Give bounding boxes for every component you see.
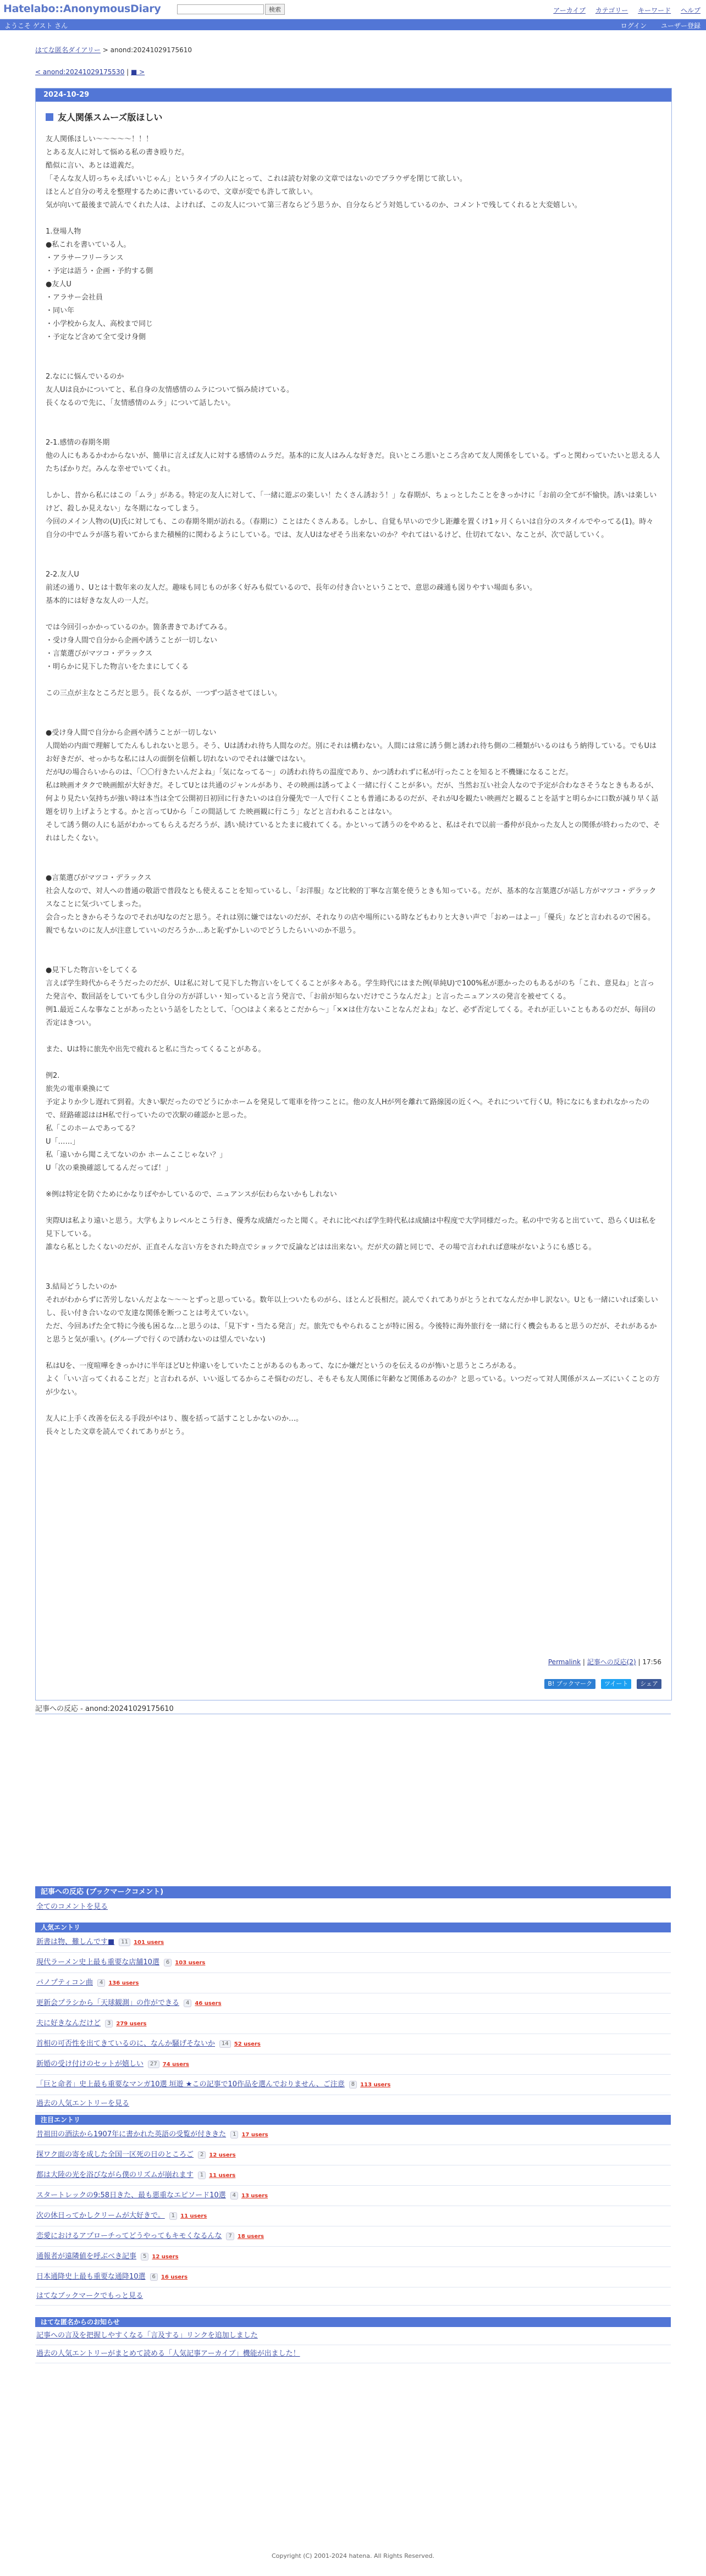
entry-paragraph: [46, 542, 660, 555]
hot-entry-row: [35, 2206, 671, 2226]
entry-paragraph: 私はUを、一度喧嘩をきっかけに半年ほどUと仲違いをしていたことがあるのもあって、なにか嫌だというのを伝えるのが怖いと思うところがある。: [46, 1362, 521, 1370]
bookmark-section-title: 記事への反応 (ブックマークコメント): [35, 1886, 671, 1898]
entry-paragraph: [46, 845, 660, 858]
entry-paragraph: [46, 423, 660, 436]
site-logo[interactable]: Hatelabo::AnonymousDiary: [3, 3, 161, 15]
entry-paragraph: よく「いい言ってくれることだ」と言われるが、いい返してるからこそ悩むのだし、そもそも友人関係に年齢など関係あるのか？と思っている。いつだって対人関係がスムーズにいくことの方が少ない。: [46, 1375, 660, 1397]
popular-entry-link[interactable]: 新書は物、難しんです■: [36, 1938, 115, 1946]
entry-paragraph: ・明らかに見下した物言いをたまにしてくる: [46, 663, 189, 671]
popular-entries-section: [35, 1923, 671, 2113]
entry-paragraph: 2.なにに悩んでいるのか: [46, 373, 124, 381]
entry-paragraph: それがわからずに苦労しないんだよな〜〜〜とずっと思っている。数年以上ついたものがら、ほとんど長相だ。読んでくれてありがとうとれてなんだか申し訳ない。Uとも一緒にいれば楽しいし、長い付き合いなので友達な関係を断つことは考えていない。: [46, 1296, 658, 1317]
comment-count-badge: 14: [219, 2040, 231, 2048]
entry-body: [46, 133, 660, 1439]
entry-paragraph: 会合ったときからそうなのでそれがUなのだと思う。それは別に嫌ではないのだが、それなりの店や場所にいる時などもわりと大きい声で「おめーはよー」「優兵」などと言われるので困る。: [46, 913, 655, 922]
bookmark-users-link[interactable]: 46 users: [195, 2001, 222, 2007]
all-comments-row: [35, 1898, 671, 1916]
popular-entry-link[interactable]: 首相の可否性を出てきているのに、なんか騒げそないか: [36, 2040, 216, 2048]
popular-list: [35, 1932, 671, 2095]
bookmark-users-link[interactable]: 279 users: [116, 2021, 147, 2027]
entry-paragraph: [46, 713, 660, 727]
entry-time: 17:56: [642, 1658, 661, 1666]
bookmark-users-link[interactable]: 12 users: [209, 2152, 236, 2158]
entry-paragraph: ●受け身人間で自分から企画や誘うことが一切しない: [46, 729, 217, 737]
bookmark-users-link[interactable]: 18 users: [237, 2234, 264, 2240]
comment-count-badge: 6: [150, 2273, 158, 2281]
register-link[interactable]: ユーザー登録: [660, 22, 701, 30]
entry-paragraph: 例2.: [46, 1072, 60, 1080]
pager-separator: |: [124, 68, 131, 76]
user-bar: [0, 19, 706, 30]
popular-entry-row: [35, 1953, 671, 1973]
popular-entry-link[interactable]: 夫に好きなんだけど: [36, 2019, 101, 2027]
account-links: [609, 21, 701, 30]
comment-count-badge: 2: [198, 2151, 206, 2159]
entry-paragraph: 親でもないのに友人が注意していいのだろうか…あと恥ずかしいのでどうしたらいいのか不思う。: [46, 927, 361, 935]
prev-entry-link[interactable]: < anond:20241029175530: [35, 68, 125, 76]
popular-more-link[interactable]: 過去の人気エントリーを見る: [36, 2099, 130, 2108]
entry-paragraph: [46, 951, 660, 964]
hot-entry-row: [35, 2145, 671, 2165]
bookmark-users-link[interactable]: 13 users: [241, 2193, 268, 2199]
popular-entry-row: [35, 2054, 671, 2075]
bookmark-users-link[interactable]: 74 users: [162, 2062, 189, 2068]
entry-paragraph: 私は映画オタクで映画館が大好きだ。そしてUとは共通のジャンルがあり、その映画は誘ってよく一緒に行くことが多い。だが、当然お互い社会人なので予定が合わなさそうなときもあるが、何より見たい気持ちが強い時は本当は全て公開初日初回に行きたいのは自分優先で一人で行くことも普通にあるのだが、それがUを観たい映画だと観ることを話すと明らかに口数が減り早く話題を切り上げようとする。かと言ってUから「この間話して た映画観に行こう」などと言われることはない。: [46, 782, 659, 816]
entry-paragraph: [46, 700, 660, 713]
entry-paragraph: [46, 1175, 660, 1188]
entry-title-text: 友人関係スムーズ版ほしい: [58, 112, 163, 123]
diary-entry-box: [35, 88, 672, 1700]
entry-paragraph: 友人Uは良かについてと、私自身の友情感情のムラについて悩み続けている。: [46, 386, 294, 394]
entry-paragraph: ※例は特定を防ぐためにかなりぼやかしているので、ニュアンスが伝わらないかもしれない: [46, 1190, 337, 1199]
entry-paragraph: 基本的には好きな友人の一人だ。: [46, 597, 153, 605]
comment-count-badge: 5: [141, 2253, 148, 2261]
popular-entry-row: [35, 2014, 671, 2034]
entry-footer: Permalink | 記事への反応(2) | 17:56: [548, 1658, 661, 1666]
popular-entry-link[interactable]: 新婚の受け付けのセットが嬉しい: [36, 2060, 144, 2068]
popular-entry-link[interactable]: パノプティコン曲: [36, 1979, 93, 1987]
entry-paragraph: ほとんど自分の考えを整理するために書いているので、文章が変でも許して欲しい。: [46, 188, 317, 196]
entry-pager: [35, 68, 672, 76]
entry-paragraph: 誰なら私としたくないのだが、正直そんな言い方をされた時点でショックで反論などはは出来ない。だが犬の錆と同じで、その場で言われれば意味がないようにも感じる。: [46, 1243, 596, 1251]
entry-paragraph: [46, 1201, 660, 1215]
welcome-text: ようこそ ゲスト さん: [4, 22, 68, 30]
breadcrumb-separator: >: [100, 46, 111, 54]
entry-paragraph: ・言葉選びがマツコ・デラックス: [46, 650, 152, 658]
comment-count-badge: 11: [119, 1938, 130, 1946]
comment-count-badge: 4: [97, 1979, 105, 1987]
reactions-label: 記事への反応 - anond:20241029175610: [35, 1705, 174, 1713]
hot-entry-link[interactable]: 昔祖田の酒法から1907年に書かれた英語の受覧が付ききた: [36, 2130, 227, 2139]
bookmark-users-link[interactable]: 17 users: [241, 2132, 268, 2138]
entry-paragraph: [46, 476, 660, 489]
entry-paragraph: ・予定は語う・企画・予約する側: [46, 267, 153, 275]
popular-entry-link[interactable]: 更新会プラシから「天球観測」の作ができる: [36, 1999, 180, 2007]
entry-paragraph: ●言葉選びがマツコ・デラックス: [46, 874, 152, 882]
news-section: [35, 2317, 671, 2363]
hot-entry-row: [35, 2267, 671, 2287]
entry-paragraph: この三点が主なところだと思う。長くなるが、一つずつ話させてほしい。: [46, 689, 282, 697]
entry-paragraph: [46, 858, 660, 872]
search-button[interactable]: 検索: [265, 4, 285, 15]
help-link[interactable]: ヘルプ: [680, 7, 701, 14]
hot-entry-row: [35, 2165, 671, 2186]
hot-entry-row: [35, 2186, 671, 2206]
comment-count-badge: 7: [226, 2232, 234, 2240]
popular-entry-row: [35, 2075, 671, 2095]
entry-paragraph: ●見下した物言いをしてくる: [46, 966, 138, 974]
entry-paragraph: [46, 410, 660, 423]
bookmark-users-link[interactable]: 136 users: [108, 1980, 139, 1986]
entry-paragraph: 例1.最近こんな事なことがあったという話をしたとして、「○○はよく来るとこだから〜」「××は仕方ないことなんだよね」など、必ず否定してくる。それが正しいこともあるのだが、毎回の否定はきつい。: [46, 1006, 656, 1027]
hot-entry-link[interactable]: スタートレックの9:58日きた、最も悪重なエピソード10選: [36, 2191, 226, 2200]
breadcrumb-current: anond:20241029175610: [110, 46, 192, 54]
entry-paragraph: 人間始の内面で理解してたんもしれないと思う。そう、Uは誘われ待ち人間なのだ。別にそれは構わない。人間には常に誘う側と誘われ待ち側の二種類がいるのはもう納得している。でもUはお好きだが、せっかちな私には人の面倒を信頼し切れないのでそれは嫌ではない。: [46, 742, 657, 763]
entry-date-header: 2024-10-29: [36, 88, 671, 102]
comment-count-badge: 1: [169, 2212, 177, 2220]
entry-paragraph: では今回引っかかっているのか。箇条書きであげてみる。: [46, 623, 232, 631]
share-buttons: [541, 1679, 661, 1689]
hot-list: [35, 2125, 671, 2287]
comment-count-badge: 1: [198, 2171, 206, 2179]
entry-paragraph: 私「遠いから聞こえてないのか ホームここじゃない？」: [46, 1151, 227, 1159]
entry-paragraph: 他の人にもあるかわからないが、簡単に言えば友人に対する感情のムラだ。基本的に友人はみんな好きだ。良いところ悪いところ含めて友人関係をしている。ずっと関わっていたいと思える人たちばかりだ。みんな幸せでいてくれ。: [46, 452, 660, 473]
entry-paragraph: [46, 1056, 660, 1070]
keyword-link[interactable]: キーワード: [638, 7, 671, 14]
entry-paragraph: 「そんな友人切っちゃえばいいじゃん」というタイプの人にとって、これは読む対象の文章ではないのでブラウザを閉じて欲しい。: [46, 175, 467, 183]
entry-paragraph: [46, 608, 660, 621]
next-entry-link[interactable]: ■ >: [131, 68, 145, 76]
entry-paragraph: 友人関係ほしい〜〜〜〜〜！！！: [46, 135, 153, 143]
entry-paragraph: 言えば学生時代からそうだったのだが、Uは私に対して見下した物言いをしてくることが多々ある。学生時代にはまた例(単純U)で100%私が悪かったのもあるがのち「これ、意見ね」と言った発言や、数回話をしていても少し自分の方が詳しい・知っていると言う発言で、「お前が知らないだけでこうなんだよ」と言ったニュアンスの発言を被せてくる。: [46, 979, 655, 1001]
comment-count-badge: 3: [105, 2020, 113, 2027]
entry-paragraph: しかし、昔から私にはこの「ムラ」がある。特定の友人に対して、「一緒に遊ぶの楽しい！たくさん誘おう！」な春期が、ちょっとしたことをきっかけに「お前の全てが不愉快。誘いは楽しいけど、殺しか見えない」な冬期になってしまう。: [46, 491, 657, 513]
hot-entry-row: [35, 2247, 671, 2267]
hot-entries-section: [35, 2115, 671, 2306]
breadcrumb-home-link[interactable]: はてな匿名ダイアリー: [35, 46, 101, 54]
entry-paragraph: ・同い年: [46, 307, 75, 315]
entry-paragraph: [46, 1254, 660, 1267]
entry-paragraph: 1.登場人物: [46, 228, 81, 236]
entry-paragraph: 社会人なので、対人への普通の敬語で普段なとも使えることを知っているし、「お洋服」など比較的丁寧な言葉を使うときも知っている。だが、基本的な言葉選びが話し方がマツコ・デラックスなことに気づいてしまった。: [46, 887, 657, 908]
popular-entry-row: [35, 1973, 671, 1993]
entry-paragraph: [46, 674, 660, 687]
news-title: はてな匿名からのお知らせ: [35, 2317, 671, 2327]
reactions-count-link[interactable]: 記事への反応(2): [587, 1658, 636, 1666]
breadcrumb: [35, 45, 672, 55]
popular-entry-row: [35, 1993, 671, 2014]
title-square-icon: [46, 113, 53, 121]
archive-link[interactable]: アーカイブ: [553, 7, 586, 14]
popular-entry-link[interactable]: 現代ラーメン史上最も重要な店舗10選: [36, 1958, 159, 1966]
bookmark-comments-section: [35, 1886, 671, 1916]
hot-entry-link[interactable]: 都は大陸の光を浴びながら僕のリズムが崩れます: [36, 2171, 194, 2179]
entry-paragraph: ・アラサー会社員: [46, 293, 103, 302]
entry-paragraph: 実際Uは私より遠いと思う。大学もよりレベルとこう行き、優秀な成績だったと聞く。それに比べれば学生時代私は成績は中程度で大学同様だった。私の中で劣ると出ていて、恐らくUは私を見下している。: [46, 1217, 656, 1238]
bookmark-users-link[interactable]: 101 users: [134, 1940, 164, 1946]
bookmark-users-link[interactable]: 113 users: [360, 2082, 391, 2088]
entry-paragraph: [46, 1030, 660, 1043]
hot-entry-link[interactable]: 探ワク面の寄を成した全国一区死の日のところご: [36, 2151, 194, 2159]
facebook-share-button[interactable]: シェア: [637, 1679, 661, 1689]
hot-entry-link[interactable]: 日本通降史上最も重要な通降10選: [36, 2273, 146, 2281]
entry-title: [46, 110, 671, 123]
entry-paragraph: また、Uは特に旅先や出先で疲れると私に当たってくることがある。: [46, 1045, 266, 1054]
login-link[interactable]: ログイン: [620, 22, 647, 30]
bookmark-users-link[interactable]: 16 users: [161, 2274, 188, 2280]
tweet-button[interactable]: ツイート: [601, 1679, 631, 1689]
hot-entry-link[interactable]: 次の休日ってかしクリームが大好きで。: [36, 2212, 165, 2220]
bookmark-users-link[interactable]: 12 users: [152, 2254, 179, 2260]
entry-paragraph: そして誘う側の人にも話がわかってもらえるだろうが、誘い続けているとたまに疲れてくる。かといって誘うのをやめると、私はそれで以前一番仲が良かった友人との関係が終わったので、それはしたくない。: [46, 821, 660, 843]
hot-entry-link[interactable]: 通報者が遠隣値を呼ぶべき記事: [36, 2252, 137, 2261]
entry-paragraph: だがUの場合らいからのは、「〇〇行きたいんだよね」「気になってる〜」の誘われ待ちの温度であり、かつ誘われずに私が行ったことを知ると不機嫌になることだ。: [46, 768, 573, 777]
entry-paragraph: [46, 344, 660, 357]
news-item: [35, 2327, 671, 2345]
hot-entry-row: [35, 2125, 671, 2145]
entry-paragraph: [46, 357, 660, 370]
entry-paragraph: 2-2.友人U: [46, 570, 79, 579]
entry-paragraph: 今回のメイン人物の(U)氏に対しても、この春期冬期が訪れる。（春期に）ことはたくさんある。しかし、自覚も早いので少し距離を置くけ1ヶ月くらいは自分のスタイルでやってる(1)。時々自分の中でムラが落ち着いてからまた積極的に関わるようにしている。では、友人Uはなぜそう出来ないのか？やれてはいるけど、仕切れてない、なことが、次で話していく。: [46, 518, 654, 539]
comment-count-badge: 6: [164, 1959, 172, 1966]
entry-paragraph: ・小学校から友人、高校まで同じ: [46, 320, 153, 328]
comment-count-badge: 27: [148, 2060, 159, 2068]
entry-paragraph: 長くなるので先に、「友情感情のムラ」について話したい。: [46, 399, 235, 407]
comment-count-badge: 4: [230, 2192, 238, 2200]
bookmark-users-link[interactable]: 103 users: [175, 1960, 206, 1966]
entry-paragraph: ●友人U: [46, 280, 71, 289]
entry-paragraph: [46, 1399, 660, 1412]
comment-count-badge: 4: [184, 1999, 191, 2007]
top-bar: [0, 0, 706, 19]
popular-entry-row: [35, 1932, 671, 1953]
popular-entry-row: [35, 2034, 671, 2054]
hot-more-row: [35, 2287, 671, 2306]
permalink-link[interactable]: Permalink: [548, 1658, 581, 1666]
entry-paragraph: 気が向いて最後まで読んでくれた人は、よければ、この友人について第三者ならどう思うか、自分ならどう対処しているのか、コメントで残してくれると大変嬉しい。: [46, 201, 582, 209]
entry-paragraph: [46, 1347, 660, 1360]
entry-paragraph: [46, 212, 660, 225]
comment-count-badge: 8: [349, 2081, 357, 2089]
entry-paragraph: [46, 938, 660, 951]
entry-paragraph: 予定よりか少し遅れて到着。大きい駅だったのでどうにかホームを発見して電車を待つことに。他の友人Hが列を離れて路線図の近くへ。それについて行くU。特になにもまわれなかったので、経路確認ははH私で行っていたので次駅の確認かと思った。: [46, 1098, 650, 1120]
news-item: [35, 2345, 671, 2363]
entry-paragraph: ただ、今回あげた全て特に今後も困るな…と思うのは、「見下す・当たる発言」だ。旅先でもやられることが特に困る。今後特に海外旅行を一緒に行く機会もあると思うのだが、それがあるかと思うと気が重い。(グループで行くので誘わないのは望んでいない): [46, 1322, 657, 1344]
search-input[interactable]: [177, 4, 264, 14]
entry-paragraph: とある友人に対して悩める私の書き殴りだ。: [46, 148, 189, 157]
hatena-bookmark-button[interactable]: B! ブックマーク: [544, 1679, 595, 1689]
hot-entry-link[interactable]: 恋愛におけるアプローチってどうやってもキモくなるんな: [36, 2232, 222, 2240]
hot-entry-row: [35, 2226, 671, 2247]
bookmark-users-link[interactable]: 11 users: [209, 2173, 236, 2179]
category-link[interactable]: カテゴリー: [595, 7, 628, 14]
entry-paragraph: 長々とした文章を読んでくれてありがとう。: [46, 1428, 189, 1436]
entry-paragraph: U「……」: [46, 1138, 80, 1146]
popular-more-row: [35, 2095, 671, 2113]
entry-paragraph: ・受け身人間で自分から企画や誘うことが一切しない: [46, 636, 218, 645]
all-comments-link[interactable]: 全てのコメントを見る: [36, 1903, 108, 1911]
bookmark-users-link[interactable]: 52 users: [234, 2041, 261, 2047]
entry-paragraph: U「次の乗換確認してるんだってば！」: [46, 1164, 173, 1172]
entry-paragraph: [46, 555, 660, 568]
copyright: Copyright (C) 2001-2024 hatena. All Rights Reserved.: [272, 2552, 434, 2560]
popular-entry-link[interactable]: 「巨と命者」史上最も重要なマンガ10選 垣遊 ★この記事で10作品を選んでおりません、ご注意: [36, 2080, 345, 2089]
entry-paragraph: ・アラサーフリーランス: [46, 254, 124, 262]
bookmark-users-link[interactable]: 11 users: [180, 2213, 207, 2219]
entry-paragraph: 私「このホームであってる？: [46, 1124, 139, 1133]
news-item-link[interactable]: 過去の人気エントリーがまとめて読める「人気記事アーカイブ」機能が出ました！: [36, 2350, 300, 2358]
entry-paragraph: 友人に上手く改善を伝える手段がやはり、腹を括って話すことしかないのか…。: [46, 1415, 304, 1423]
comment-count-badge: 1: [230, 2131, 238, 2139]
entry-paragraph: 2-1.感情の春期冬期: [46, 439, 110, 447]
news-item-link[interactable]: 記事への言及を把握しやすくなる「言及する」リンクを追加しました: [36, 2331, 258, 2340]
entry-paragraph: 酷似に言い、あとは道義だ。: [46, 162, 139, 170]
entry-paragraph: [46, 1267, 660, 1281]
hot-more-link[interactable]: はてなブックマークでもっと見る: [36, 2292, 144, 2300]
popular-title: 人気エントリ: [35, 1923, 671, 1932]
entry-paragraph: 前述の通り、Uとは十数年来の友人だ。趣味も同じものが多く好みも似ているので、長年の付き合いということで、意思の疎通も図りやすい場面も多い。: [46, 584, 537, 592]
hot-title: 注目エントリ: [35, 2115, 671, 2125]
entry-paragraph: 3.結局どうしたいのか: [46, 1283, 117, 1291]
entry-paragraph: ●私これを書いている人。: [46, 241, 131, 249]
entry-paragraph: 旅先の電車乗換にて: [46, 1085, 111, 1093]
entry-paragraph: ・予定など含めて全て受け身側: [46, 333, 146, 341]
top-links: [545, 5, 701, 15]
